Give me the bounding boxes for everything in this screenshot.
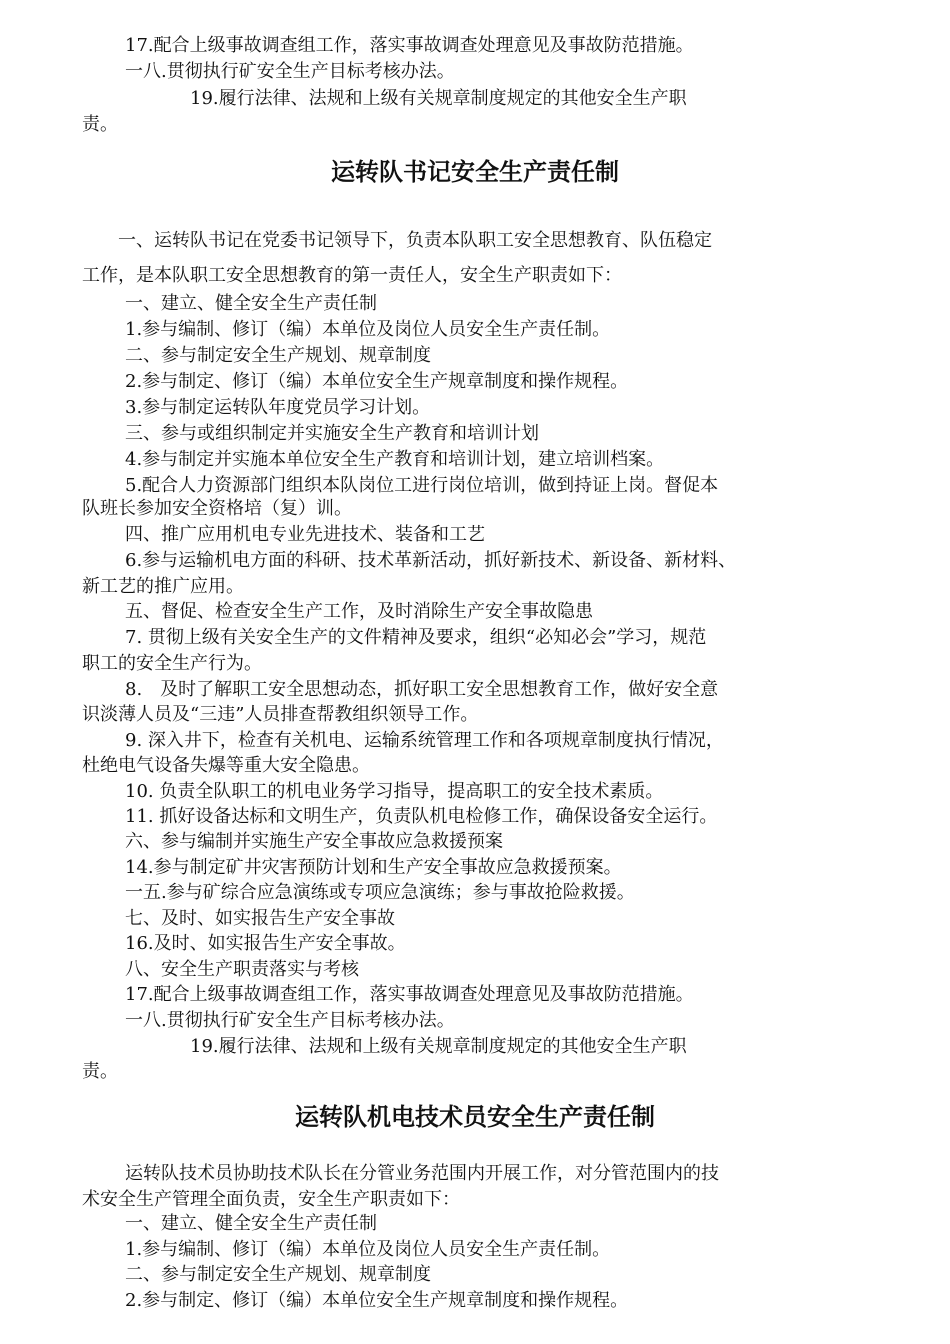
text-line: 三、参与或组织制定并实施安全生产教育和培训计划 — [125, 423, 539, 444]
text-line: 4.参与制定并实施本单位安全生产教育和培训计划，建立培训档案。 — [125, 449, 665, 470]
text-line: 一、建立、健全安全生产责任制 — [125, 1213, 377, 1234]
text-line: 14.参与制定矿井灾害预防计划和生产安全事故应急救援预案。 — [125, 857, 622, 878]
text-line: 运转队技术员协助技术队长在分管业务范围内开展工作，对分管范围内的技 — [125, 1163, 719, 1184]
text-line: 17.配合上级事故调查组工作，落实事故调查处理意见及事故防范措施。 — [125, 984, 694, 1005]
text-line: 责。 — [82, 1061, 118, 1082]
text-line: 一八.贯彻执行矿安全生产目标考核办法。 — [125, 1010, 455, 1031]
text-line: 识淡薄人员及“三违”人员排查帮教组织领导工作。 — [82, 704, 479, 725]
text-line: 9. 深入井下，检查有关机电、运输系统管理工作和各项规章制度执行情况， — [125, 730, 724, 751]
text-line: 1.参与编制、修订（编）本单位及岗位人员安全生产责任制。 — [125, 319, 611, 340]
text-line: 17.配合上级事故调查组工作，落实事故调查处理意见及事故防范措施。 — [125, 35, 694, 56]
text-line: 四、推广应用机电专业先进技术、装备和工艺 — [125, 524, 485, 545]
text-line: 19.履行法律、法规和上级有关规章制度规定的其他安全生产职 — [190, 1036, 687, 1057]
text-line: 5.配合人力资源部门组织本队岗位工进行岗位培训，做到持证上岗。督促本 — [125, 475, 719, 496]
text-line: 16.及时、如实报告生产安全事故。 — [125, 933, 406, 954]
text-line: 一八.贯彻执行矿安全生产目标考核办法。 — [125, 61, 455, 82]
text-line: 19.履行法律、法规和上级有关规章制度规定的其他安全生产职 — [190, 88, 687, 109]
text-line: 职工的安全生产行为。 — [82, 653, 262, 674]
text-line: 3.参与制定运转队年度党员学习计划。 — [125, 397, 431, 418]
text-line: 2.参与制定、修订（编）本单位安全生产规章制度和操作规程。 — [125, 371, 629, 392]
section-title: 运转队机电技术员安全生产责任制 — [295, 1103, 655, 1131]
text-line: 二、参与制定安全生产规划、规章制度 — [125, 345, 431, 366]
text-line: 8. 及时了解职工安全思想动态，抓好职工安全思想教育工作，做好安全意 — [125, 679, 719, 700]
text-line: 八、安全生产职责落实与考核 — [125, 959, 359, 980]
section-title: 运转队书记安全生产责任制 — [331, 158, 619, 186]
text-line: 一五.参与矿综合应急演练或专项应急演练；参与事故抢险救援。 — [125, 882, 635, 903]
text-line: 11. 抓好设备达标和文明生产，负责队机电检修工作，确保设备安全运行。 — [125, 806, 718, 827]
text-line: 新工艺的推广应用。 — [82, 576, 244, 597]
text-line: 1.参与编制、修订（编）本单位及岗位人员安全生产责任制。 — [125, 1239, 611, 1260]
text-line: 术安全生产管理全面负责，安全生产职责如下： — [82, 1189, 460, 1210]
text-line: 杜绝电气设备失爆等重大安全隐患。 — [82, 755, 370, 776]
text-line: 2.参与制定、修订（编）本单位安全生产规章制度和操作规程。 — [125, 1290, 629, 1311]
text-line: 7. 贯彻上级有关安全生产的文件精神及要求，组织“必知必会”学习，规范 — [125, 627, 707, 648]
text-line: 二、参与制定安全生产规划、规章制度 — [125, 1264, 431, 1285]
text-line: 一、运转队书记在党委书记领导下，负责本队职工安全思想教育、队伍稳定 — [118, 230, 712, 251]
text-line: 10. 负责全队职工的机电业务学习指导，提高职工的安全技术素质。 — [125, 781, 664, 802]
text-line: 五、督促、检查安全生产工作，及时消除生产安全事故隐患 — [125, 601, 593, 622]
text-line: 责。 — [82, 114, 118, 135]
text-line: 一、建立、健全安全生产责任制 — [125, 293, 377, 314]
text-line: 工作，是本队职工安全思想教育的第一责任人，安全生产职责如下： — [82, 265, 622, 286]
text-line: 六、参与编制并实施生产安全事故应急救援预案 — [125, 831, 503, 852]
text-line: 队班长参加安全资格培（复）训。 — [82, 498, 352, 519]
text-line: 6.参与运输机电方面的科研、技术革新活动，抓好新技术、新设备、新材料、 — [125, 550, 737, 571]
text-line: 七、及时、如实报告生产安全事故 — [125, 908, 395, 929]
